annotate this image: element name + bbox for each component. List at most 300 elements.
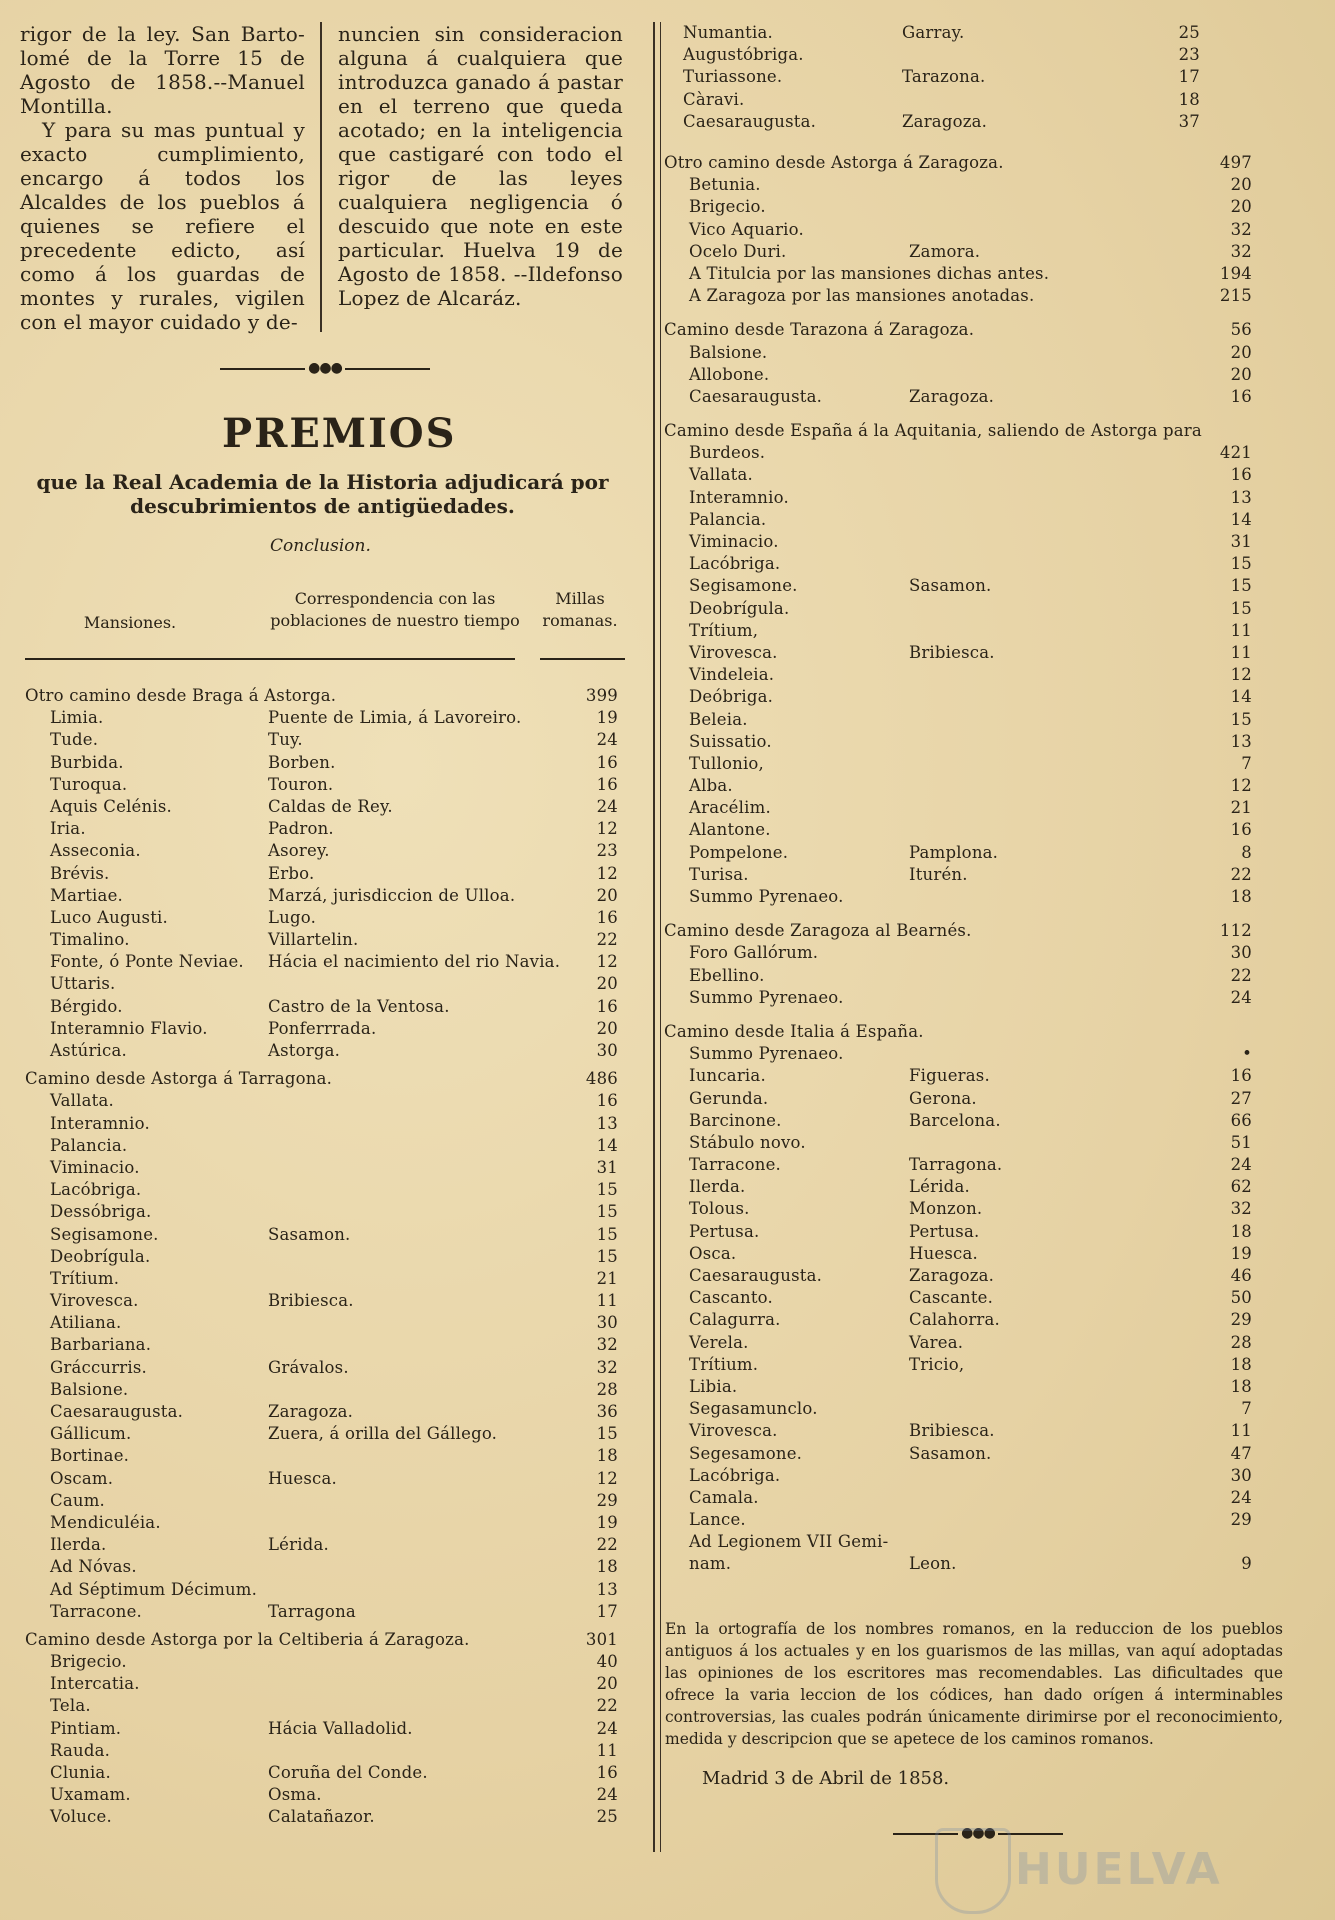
modern-town: Sasamon. — [909, 576, 992, 596]
mansion-row — [25, 1718, 625, 1740]
mansion-name: Segesamone. — [689, 1443, 803, 1463]
mansion-name: Virovesca. — [50, 1291, 139, 1311]
route-heading — [25, 1068, 625, 1090]
miles-value: 23 — [1178, 45, 1200, 65]
miles-value: 66 — [1230, 1110, 1252, 1130]
miles-value: 21 — [596, 1268, 618, 1288]
route-total: 421 — [1219, 443, 1252, 463]
miles-value: 32 — [596, 1335, 618, 1355]
mansion-row — [672, 44, 1247, 66]
mansion-row — [664, 1088, 1252, 1110]
mansion-row — [25, 1423, 625, 1445]
mansion-row — [25, 1040, 625, 1062]
modern-town: Sasamon. — [909, 1443, 992, 1463]
mansion-name: Segisamone. — [50, 1224, 159, 1244]
dateline: Madrid 3 de Abril de 1858. — [702, 1768, 950, 1789]
mansion-name: Palancia. — [50, 1135, 128, 1155]
modern-town: Iturén. — [909, 864, 968, 884]
miles-value: 47 — [1230, 1443, 1252, 1463]
mansion-name: Fonte, ó Ponte Neviae. — [50, 952, 244, 972]
modern-town: Coruña del Conde. — [268, 1763, 428, 1782]
route-heading — [664, 319, 1252, 341]
miles-value: 14 — [1230, 687, 1252, 707]
modern-town: Marzá, jurisdiccion de Ulloa. — [268, 885, 516, 905]
mansion-row — [25, 1579, 625, 1601]
route-heading — [664, 920, 1252, 942]
mansion-name: Rauda. — [50, 1740, 111, 1760]
mansion-name: Virovesca. — [689, 642, 778, 662]
modern-town: Barcelona. — [909, 1110, 1001, 1130]
modern-town: Padron. — [268, 819, 334, 839]
modern-town: Puente de Limia, á Lavoreiro. — [268, 708, 522, 728]
mansion-row — [25, 885, 625, 907]
mansion-name: Viminacio. — [50, 1157, 140, 1177]
mansion-name: Gráccurris. — [50, 1357, 147, 1377]
mansion-name: Brigecio. — [50, 1652, 127, 1672]
mansion-row — [25, 1379, 625, 1401]
mansion-name: Martiae. — [50, 885, 123, 905]
mansion-name: Turiassone. — [683, 67, 783, 87]
mansion-row — [664, 1132, 1252, 1154]
mansion-row — [25, 774, 625, 796]
mansion-row — [664, 553, 1252, 575]
miles-value: 16 — [596, 752, 618, 772]
modern-town: Villartelin. — [268, 930, 359, 950]
mansion-name: Turisa. — [689, 864, 749, 884]
miles-value: 24 — [596, 730, 618, 750]
mansion-name: Gállicum. — [50, 1424, 132, 1444]
mansion-name: Segisamone. — [689, 576, 798, 596]
route-heading — [25, 685, 625, 707]
miles-value: 18 — [1178, 89, 1200, 109]
page-title: PREMIOS — [222, 410, 457, 457]
mansion-row — [25, 1512, 625, 1534]
mansion-name: Tela. — [50, 1696, 91, 1716]
mansion-row — [664, 531, 1252, 553]
mansion-name: Calagurra. — [689, 1310, 781, 1330]
mansion-name: A Titulcia por las mansiones dichas antes. — [689, 263, 1050, 283]
mansion-row — [664, 1332, 1252, 1354]
mansion-name: Balsione. — [50, 1379, 129, 1399]
miles-value: 18 — [596, 1446, 618, 1466]
miles-value: 14 — [1230, 509, 1252, 529]
mansion-name: Càravi. — [683, 89, 745, 109]
mansion-row — [664, 598, 1252, 620]
mansion-name: Iria. — [50, 819, 86, 839]
modern-town: Zuera, á orilla del Gállego. — [268, 1424, 498, 1444]
modern-town: Hácia Valladolid. — [268, 1718, 413, 1738]
mansion-name: Segasamunclo. — [689, 1399, 818, 1419]
miles-value: 15 — [1230, 598, 1252, 618]
miles-value: 32 — [596, 1357, 618, 1377]
mansion-name: Pertusa. — [689, 1221, 760, 1241]
mansion-name: Palancia. — [689, 509, 767, 529]
mansion-name: Tarracone. — [689, 1155, 781, 1175]
mansion-name: Balsione. — [689, 342, 768, 362]
mansion-name: Cascanto. — [689, 1288, 773, 1308]
mansion-row — [664, 1309, 1252, 1331]
mansion-name: Betunia. — [689, 175, 761, 195]
miles-value: 11 — [596, 1740, 618, 1760]
miles-value: 20 — [1230, 342, 1252, 362]
miles-value: 20 — [596, 1018, 618, 1038]
miles-value: 36 — [596, 1402, 618, 1421]
mansion-row — [664, 797, 1252, 819]
mansion-row — [25, 1695, 625, 1717]
mansion-row — [664, 1531, 1249, 1553]
miles-value: 28 — [1230, 1332, 1252, 1352]
miles-value: 16 — [596, 996, 618, 1016]
miles-value: 16 — [1230, 1066, 1252, 1086]
mansion-name: Vallata. — [50, 1091, 114, 1111]
miles-value: 30 — [596, 1313, 618, 1333]
modern-town: Tricio, — [909, 1354, 965, 1374]
mansion-name: Uttaris. — [50, 974, 116, 994]
miles-value: 20 — [1230, 175, 1252, 195]
miles-value: 11 — [596, 1291, 618, 1311]
mansion-row — [664, 1420, 1252, 1442]
miles-value: 40 — [596, 1652, 618, 1672]
page-subtitle: que la Real Academia de la Historia adjudicará por descubrimientos de antigüedades. — [36, 470, 609, 518]
modern-town: Garray. — [902, 23, 965, 42]
modern-town: Zaragoza. — [902, 111, 988, 131]
miles-value: 15 — [596, 1180, 618, 1200]
route-heading — [25, 1629, 625, 1651]
mansion-row — [664, 864, 1252, 886]
mansion-row — [25, 1651, 625, 1673]
mansion-row — [25, 1490, 625, 1512]
miles-value: 24 — [1230, 1487, 1252, 1507]
modern-town: Calatañazor. — [268, 1807, 375, 1827]
miles-value: 19 — [596, 708, 618, 728]
miles-value: 51 — [1230, 1132, 1252, 1152]
route-title: Camino desde Astorga por la Celtiberia á Zaragoza. — [25, 1629, 470, 1649]
mansion-name: Oscam. — [50, 1468, 114, 1488]
miles-value: 13 — [596, 1113, 618, 1133]
mansion-row — [672, 66, 1247, 88]
modern-town: Cascante. — [909, 1288, 994, 1308]
modern-town: Touron. — [268, 774, 334, 794]
modern-town: Astorga. — [268, 1041, 341, 1060]
mansion-row — [664, 842, 1252, 864]
miles-value: 24 — [596, 1718, 618, 1738]
route-total: 56 — [1230, 320, 1252, 340]
mansion-row — [664, 731, 1252, 753]
route-title: Otro camino desde Braga á Astorga. — [25, 686, 337, 705]
miles-value: 16 — [596, 1763, 618, 1782]
mansion-name: Interamnio. — [689, 487, 789, 507]
mansion-name: Deobrígula. — [689, 598, 790, 618]
miles-value: 30 — [596, 1041, 618, 1060]
mansion-row — [25, 1806, 625, 1828]
mansion-name: Bortinae. — [50, 1446, 130, 1466]
mansion-row — [664, 464, 1252, 486]
mansion-name: Ebellino. — [689, 965, 765, 985]
route-total: 399 — [585, 686, 618, 705]
miles-value: 25 — [596, 1807, 618, 1827]
mansion-row — [664, 575, 1252, 597]
miles-value: 11 — [1230, 642, 1252, 662]
mansion-row — [25, 1601, 625, 1623]
mansion-row — [664, 753, 1252, 775]
mansion-name: Ad Legionem VII Gemi- — [689, 1532, 889, 1552]
mansion-name: Lacóbriga. — [689, 1465, 781, 1485]
miles-value: 12 — [1230, 776, 1252, 796]
mansion-name: Aracélim. — [689, 798, 771, 818]
route-title: Camino desde Italia á España. — [664, 1021, 924, 1041]
conclusion-label: Conclusion. — [270, 536, 371, 556]
mansion-row — [672, 111, 1247, 133]
header-rule-1 — [25, 658, 275, 660]
mansion-row — [25, 796, 625, 818]
mansion-name: Tude. — [50, 730, 99, 750]
miles-value: • — [1242, 1044, 1252, 1064]
header-rule-3 — [540, 658, 625, 660]
miles-value: 27 — [1230, 1088, 1252, 1108]
modern-town: Pertusa. — [909, 1221, 980, 1241]
modern-town: Varea. — [909, 1332, 964, 1352]
mansion-row — [664, 642, 1252, 664]
mansion-name: Mendiculéia. — [50, 1512, 161, 1532]
mansion-name: Voluce. — [50, 1807, 112, 1827]
mansion-row — [664, 1287, 1252, 1309]
mansion-row — [664, 1221, 1252, 1243]
mansion-name: Barbariana. — [50, 1335, 152, 1355]
miles-value: 22 — [596, 1696, 618, 1716]
mansion-row — [664, 1509, 1252, 1531]
mansion-row — [664, 965, 1252, 987]
mansion-name: Timalino. — [50, 930, 130, 950]
miles-value: 15 — [1230, 709, 1252, 729]
mansion-row — [664, 487, 1252, 509]
mansion-row — [25, 1534, 625, 1556]
mansion-row — [25, 1334, 625, 1356]
mansion-row — [664, 342, 1252, 364]
miles-value: 22 — [1230, 965, 1252, 985]
mansion-name: Osca. — [689, 1243, 737, 1263]
mansion-row — [25, 996, 625, 1018]
miles-value: 14 — [596, 1135, 618, 1155]
mansion-name: Lance. — [689, 1510, 746, 1530]
mansion-row — [664, 1154, 1252, 1176]
modern-town: Monzon. — [909, 1199, 983, 1219]
miles-value: 17 — [596, 1601, 618, 1621]
mansion-row — [664, 709, 1252, 731]
miles-value: 30 — [1230, 943, 1252, 963]
right-route-table — [664, 152, 1252, 1576]
mansion-name: Numantia. — [683, 23, 773, 42]
mansion-name: Vindeleia. — [689, 665, 775, 685]
mansion-row — [664, 1065, 1252, 1087]
mansion-row — [25, 840, 625, 862]
mansion-row — [25, 929, 625, 951]
miles-value: 18 — [1230, 887, 1252, 906]
mansion-name: Vallata. — [689, 465, 753, 485]
modern-town: Castro de la Ventosa. — [268, 996, 450, 1016]
modern-town: Sasamon. — [268, 1224, 351, 1244]
mansion-name: Viminacio. — [689, 532, 779, 551]
mansion-row — [664, 620, 1252, 642]
mansion-row — [25, 1113, 625, 1135]
mansion-name: Dessóbriga. — [50, 1202, 152, 1222]
miles-value: 24 — [1230, 987, 1252, 1007]
header-millas: Millas romanas. — [542, 589, 618, 630]
mansion-name: Gerunda. — [689, 1088, 769, 1108]
mansion-row — [664, 174, 1252, 196]
mansion-row — [664, 1043, 1252, 1065]
miles-value: 11 — [1230, 1421, 1252, 1441]
mansion-row — [664, 942, 1252, 964]
modern-town: Tarazona. — [902, 67, 986, 87]
miles-value: 28 — [596, 1379, 618, 1399]
miles-value: 29 — [1230, 1510, 1252, 1530]
modern-town: Tarragona — [268, 1601, 356, 1621]
miles-value: 16 — [596, 774, 618, 794]
route-total: 301 — [585, 1629, 618, 1649]
modern-town: Pamplona. — [909, 842, 999, 862]
mansion-row — [664, 1398, 1252, 1420]
mansion-name: Trítium, — [689, 620, 759, 640]
mansion-row — [25, 1468, 625, 1490]
mansion-name: Deobrígula. — [50, 1246, 151, 1266]
miles-value: 24 — [596, 796, 618, 816]
miles-value: 18 — [596, 1557, 618, 1577]
mansion-name: Caesaraugusta. — [683, 111, 817, 131]
miles-value: 18 — [1230, 1221, 1252, 1241]
miles-value: 215 — [1219, 286, 1252, 306]
miles-value: 15 — [1230, 576, 1252, 596]
mansion-row — [664, 1198, 1252, 1220]
mansion-row — [664, 386, 1252, 408]
mansion-name: Brigecio. — [689, 197, 766, 217]
modern-town: Ponferrrada. — [268, 1018, 377, 1038]
route-total: 112 — [1219, 921, 1252, 941]
miles-value: 18 — [1230, 1376, 1252, 1396]
mansion-row — [664, 775, 1252, 797]
miles-value: 16 — [1230, 465, 1252, 485]
mansion-name: Trítium. — [689, 1354, 759, 1374]
mansion-name: Deóbriga. — [689, 687, 774, 707]
shield-icon — [935, 1828, 1011, 1914]
mansion-name: Interamnio. — [50, 1113, 150, 1133]
mansion-row — [25, 1740, 625, 1762]
mansion-name: Libia. — [689, 1376, 738, 1396]
miles-value: 25 — [1178, 23, 1200, 42]
route-title: Camino desde Astorga á Tarragona. — [25, 1069, 333, 1089]
mansion-name: Luco Augusti. — [50, 907, 168, 927]
miles-value: 31 — [596, 1157, 618, 1177]
mansion-name: Iuncaria. — [689, 1066, 766, 1086]
mansion-row — [664, 241, 1252, 263]
modern-town: Huesca. — [268, 1468, 337, 1488]
header-rule-2 — [270, 658, 515, 660]
miles-value: 20 — [1230, 364, 1252, 384]
mansion-name: Pompelone. — [689, 842, 789, 862]
mansion-row — [25, 1201, 625, 1223]
miles-value: 16 — [596, 907, 618, 927]
modern-town: Asorey. — [268, 841, 330, 861]
mansion-row — [25, 1246, 625, 1268]
main-column-divider-thin — [660, 22, 661, 1852]
modern-town: Zaragoza. — [909, 1266, 995, 1285]
mansion-name: Asseconia. — [50, 841, 141, 861]
mansion-row — [25, 1445, 625, 1467]
modern-town: Zamora. — [909, 241, 981, 261]
modern-town: Tuy. — [268, 730, 303, 750]
miles-value: 194 — [1219, 263, 1252, 283]
mansion-row — [664, 1487, 1252, 1509]
mansion-row — [25, 1290, 625, 1312]
watermark-text: HUELVA — [1015, 1844, 1223, 1895]
modern-town: Zaragoza. — [909, 386, 995, 406]
mansion-name: Trítium. — [50, 1268, 120, 1288]
mansion-name: Ad Séptimum Décimum. — [50, 1579, 258, 1599]
modern-town: Calahorra. — [909, 1310, 1000, 1330]
left-route-table — [25, 685, 625, 1829]
right-continuation-table — [672, 22, 1247, 133]
route-heading-cont — [664, 442, 1252, 464]
mansion-name: Uxamam. — [50, 1785, 131, 1805]
miles-value: 19 — [1230, 1243, 1252, 1263]
mansion-row — [25, 1401, 625, 1423]
mansion-row — [25, 951, 625, 973]
modern-town: Lérida. — [268, 1535, 329, 1555]
mansion-row — [25, 1224, 625, 1246]
route-heading — [664, 1021, 1249, 1043]
mansion-row — [664, 987, 1252, 1009]
mansion-name: Allobone. — [689, 364, 770, 384]
modern-town: Bribiesca. — [909, 642, 995, 662]
mansion-name: Interamnio Flavio. — [50, 1018, 208, 1038]
mansion-name: Tullonio, — [689, 753, 765, 773]
mansion-row — [25, 818, 625, 840]
modern-town: Grávalos. — [268, 1357, 349, 1377]
mansion-name: Tarracone. — [50, 1601, 142, 1621]
mansion-name: Caesaraugusta. — [50, 1402, 184, 1421]
mansion-row — [664, 1553, 1252, 1575]
miles-value: 8 — [1241, 842, 1252, 862]
miles-value: 9 — [1241, 1554, 1252, 1574]
miles-value: 15 — [596, 1246, 618, 1266]
mansion-name: Caesaraugusta. — [689, 386, 823, 406]
mansion-row — [664, 1354, 1252, 1376]
mansion-name: Ilerda. — [50, 1535, 107, 1555]
miles-value: 13 — [1230, 487, 1252, 507]
mansion-row — [664, 1443, 1252, 1465]
mansion-row — [672, 89, 1247, 111]
top-middle-column — [338, 22, 623, 310]
mansion-name: Atiliana. — [50, 1313, 122, 1333]
miles-value: 17 — [1178, 67, 1200, 87]
miles-value: 32 — [1230, 241, 1252, 261]
mansion-name: Clunia. — [50, 1763, 111, 1782]
route-heading — [664, 420, 1249, 442]
modern-town: Lugo. — [268, 907, 317, 927]
mansion-name: Alba. — [689, 776, 733, 796]
miles-value: 37 — [1178, 111, 1200, 131]
miles-value: 15 — [596, 1424, 618, 1444]
mansion-row — [25, 729, 625, 751]
mansion-name: A Zaragoza por las mansiones anotadas. — [689, 286, 1035, 306]
miles-value: 30 — [1230, 1465, 1252, 1485]
miles-value: 22 — [596, 930, 618, 950]
mansion-row — [25, 1157, 625, 1179]
miles-value: 16 — [596, 1091, 618, 1111]
miles-value: 24 — [596, 1785, 618, 1805]
miles-value: 15 — [596, 1224, 618, 1244]
route-total: 486 — [585, 1069, 618, 1089]
mansion-name: Suissatio. — [689, 731, 772, 751]
